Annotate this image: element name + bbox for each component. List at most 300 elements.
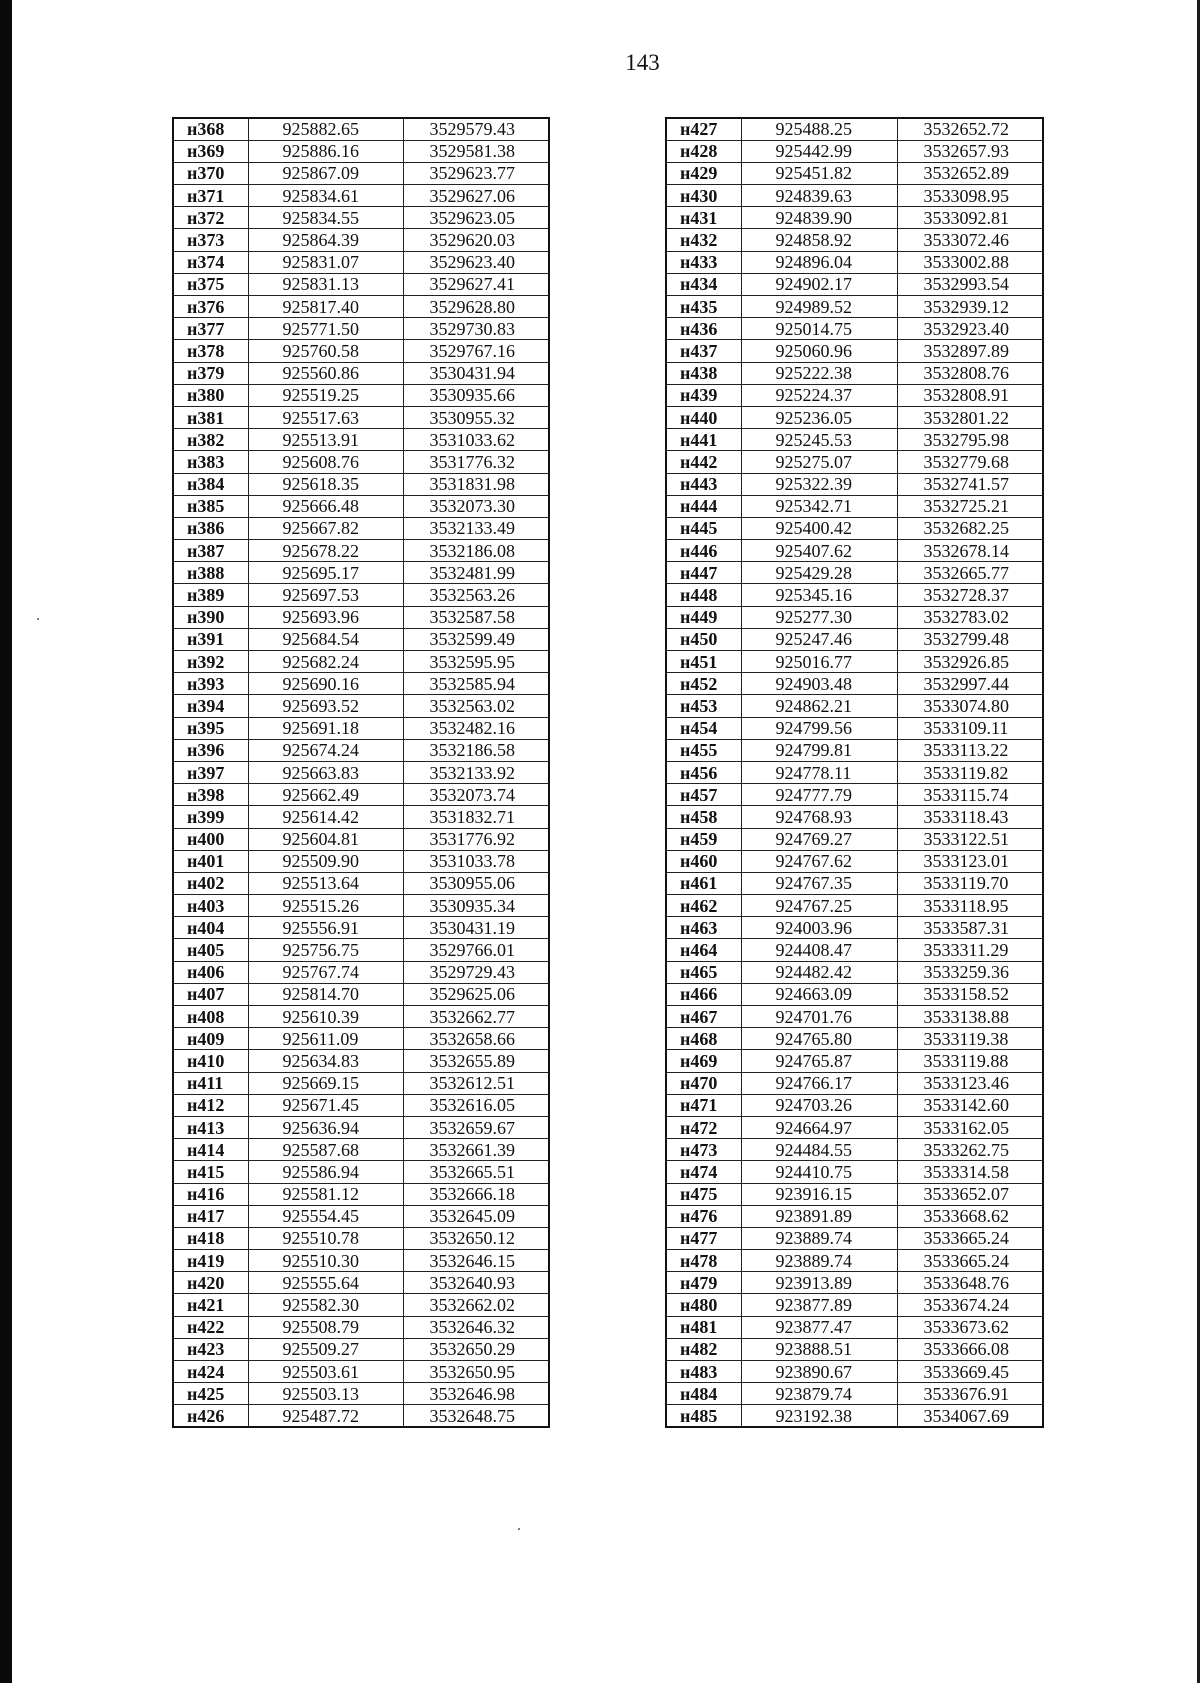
x-coordinate-cell: 925669.15 [248, 1072, 403, 1094]
table-row [666, 473, 1043, 495]
point-id-cell: н419 [173, 1250, 248, 1272]
point-id-cell: н398 [173, 784, 248, 806]
table-row [173, 229, 549, 251]
y-coordinate-cell: 3532616.05 [403, 1094, 549, 1116]
table-row [666, 1183, 1043, 1205]
table-row [173, 451, 549, 473]
y-coordinate-cell: 3530935.34 [403, 895, 549, 917]
y-coordinate-cell: 3532661.39 [403, 1139, 549, 1161]
table-row [173, 1116, 549, 1138]
y-coordinate-cell: 3533587.31 [897, 917, 1043, 939]
point-id-cell: н405 [173, 939, 248, 961]
point-id-cell: н471 [666, 1094, 741, 1116]
table-row [666, 983, 1043, 1005]
table-row [173, 1161, 549, 1183]
table-row [173, 1028, 549, 1050]
x-coordinate-cell: 925451.82 [741, 162, 897, 184]
x-coordinate-cell: 924484.55 [741, 1139, 897, 1161]
x-coordinate-cell: 925519.25 [248, 384, 403, 406]
table-row [173, 761, 549, 783]
point-id-cell: н448 [666, 584, 741, 606]
table-row [173, 140, 549, 162]
y-coordinate-cell: 3532741.57 [897, 473, 1043, 495]
point-id-cell: н377 [173, 318, 248, 340]
y-coordinate-cell: 3529628.80 [403, 296, 549, 318]
x-coordinate-cell: 924896.04 [741, 251, 897, 273]
y-coordinate-cell: 3532585.94 [403, 673, 549, 695]
point-id-cell: н451 [666, 651, 741, 673]
y-coordinate-cell: 3529766.01 [403, 939, 549, 961]
x-coordinate-cell: 925236.05 [741, 406, 897, 428]
x-coordinate-cell: 925634.83 [248, 1050, 403, 1072]
page-number: 143 [625, 50, 660, 75]
y-coordinate-cell: 3533674.24 [897, 1294, 1043, 1316]
y-coordinate-cell: 3531776.92 [403, 828, 549, 850]
x-coordinate-cell: 925662.49 [248, 784, 403, 806]
point-id-cell: н455 [666, 739, 741, 761]
x-coordinate-cell: 925756.75 [248, 939, 403, 961]
point-id-cell: н454 [666, 717, 741, 739]
y-coordinate-cell: 3532563.02 [403, 695, 549, 717]
point-id-cell: н422 [173, 1316, 248, 1338]
x-coordinate-cell: 925503.13 [248, 1383, 403, 1405]
table-row [666, 695, 1043, 717]
y-coordinate-cell: 3532650.12 [403, 1227, 549, 1249]
x-coordinate-cell: 924410.75 [741, 1161, 897, 1183]
table-row [173, 185, 549, 207]
point-id-cell: н412 [173, 1094, 248, 1116]
point-id-cell: н375 [173, 273, 248, 295]
x-coordinate-cell: 925247.46 [741, 628, 897, 650]
x-coordinate-cell: 925277.30 [741, 606, 897, 628]
point-id-cell: н461 [666, 872, 741, 894]
x-coordinate-cell: 925586.94 [248, 1161, 403, 1183]
y-coordinate-cell: 3532808.76 [897, 362, 1043, 384]
point-id-cell: н402 [173, 872, 248, 894]
y-coordinate-cell: 3533665.24 [897, 1227, 1043, 1249]
x-coordinate-cell: 925831.07 [248, 251, 403, 273]
y-coordinate-cell: 3532652.72 [897, 118, 1043, 140]
table-row [173, 1250, 549, 1272]
point-id-cell: н474 [666, 1161, 741, 1183]
x-coordinate-cell: 925771.50 [248, 318, 403, 340]
table-row [173, 251, 549, 273]
x-coordinate-cell: 925666.48 [248, 495, 403, 517]
table-row [666, 318, 1043, 340]
x-coordinate-cell: 925636.94 [248, 1116, 403, 1138]
x-coordinate-cell: 924003.96 [741, 917, 897, 939]
table-row [666, 495, 1043, 517]
x-coordinate-cell: 925245.53 [741, 429, 897, 451]
table-row [173, 1094, 549, 1116]
x-coordinate-cell: 925503.61 [248, 1361, 403, 1383]
point-id-cell: н440 [666, 406, 741, 428]
x-coordinate-cell: 925693.52 [248, 695, 403, 717]
x-coordinate-cell: 924767.35 [741, 872, 897, 894]
table-row [173, 562, 549, 584]
y-coordinate-cell: 3531033.78 [403, 850, 549, 872]
table-row [173, 495, 549, 517]
y-coordinate-cell: 3529623.40 [403, 251, 549, 273]
scan-speck [37, 618, 39, 620]
point-id-cell: н446 [666, 540, 741, 562]
y-coordinate-cell: 3532645.09 [403, 1205, 549, 1227]
table-row [666, 406, 1043, 428]
x-coordinate-cell: 925682.24 [248, 651, 403, 673]
point-id-cell: н409 [173, 1028, 248, 1050]
point-id-cell: н384 [173, 473, 248, 495]
point-id-cell: н472 [666, 1116, 741, 1138]
point-id-cell: н432 [666, 229, 741, 251]
point-id-cell: н393 [173, 673, 248, 695]
y-coordinate-cell: 3532186.58 [403, 739, 549, 761]
x-coordinate-cell: 925429.28 [741, 562, 897, 584]
point-id-cell: н403 [173, 895, 248, 917]
x-coordinate-cell: 925515.26 [248, 895, 403, 917]
y-coordinate-cell: 3533262.75 [897, 1139, 1043, 1161]
table-row [173, 517, 549, 539]
y-coordinate-cell: 3533118.43 [897, 806, 1043, 828]
point-id-cell: н436 [666, 318, 741, 340]
y-coordinate-cell: 3532640.93 [403, 1272, 549, 1294]
table-row [666, 828, 1043, 850]
point-id-cell: н484 [666, 1383, 741, 1405]
y-coordinate-cell: 3533098.95 [897, 185, 1043, 207]
point-id-cell: н465 [666, 961, 741, 983]
x-coordinate-cell: 925693.96 [248, 606, 403, 628]
table-row [666, 1072, 1043, 1094]
x-coordinate-cell: 925767.74 [248, 961, 403, 983]
point-id-cell: н460 [666, 850, 741, 872]
table-row [666, 207, 1043, 229]
x-coordinate-cell: 925488.25 [741, 118, 897, 140]
y-coordinate-cell: 3533311.29 [897, 939, 1043, 961]
y-coordinate-cell: 3532658.66 [403, 1028, 549, 1050]
y-coordinate-cell: 3529579.43 [403, 118, 549, 140]
point-id-cell: н423 [173, 1338, 248, 1360]
table-row [666, 1272, 1043, 1294]
y-coordinate-cell: 3532657.93 [897, 140, 1043, 162]
point-id-cell: н483 [666, 1361, 741, 1383]
x-coordinate-cell: 923877.89 [741, 1294, 897, 1316]
point-id-cell: н407 [173, 983, 248, 1005]
x-coordinate-cell: 925513.91 [248, 429, 403, 451]
table-row [173, 318, 549, 340]
y-coordinate-cell: 3532725.21 [897, 495, 1043, 517]
y-coordinate-cell: 3532662.77 [403, 1006, 549, 1028]
y-coordinate-cell: 3530935.66 [403, 384, 549, 406]
y-coordinate-cell: 3529623.77 [403, 162, 549, 184]
y-coordinate-cell: 3530955.32 [403, 406, 549, 428]
x-coordinate-cell: 923891.89 [741, 1205, 897, 1227]
point-id-cell: н410 [173, 1050, 248, 1072]
point-id-cell: н368 [173, 118, 248, 140]
point-id-cell: н466 [666, 983, 741, 1005]
table-row [173, 695, 549, 717]
y-coordinate-cell: 3531776.32 [403, 451, 549, 473]
point-id-cell: н462 [666, 895, 741, 917]
point-id-cell: н379 [173, 362, 248, 384]
table-row [173, 584, 549, 606]
point-id-cell: н406 [173, 961, 248, 983]
y-coordinate-cell: 3533669.45 [897, 1361, 1043, 1383]
x-coordinate-cell: 924839.63 [741, 185, 897, 207]
y-coordinate-cell: 3530955.06 [403, 872, 549, 894]
x-coordinate-cell: 925345.16 [741, 584, 897, 606]
x-coordinate-cell: 924482.42 [741, 961, 897, 983]
y-coordinate-cell: 3533676.91 [897, 1383, 1043, 1405]
x-coordinate-cell: 925614.42 [248, 806, 403, 828]
y-coordinate-cell: 3532482.16 [403, 717, 549, 739]
table-row [666, 273, 1043, 295]
y-coordinate-cell: 3532666.18 [403, 1183, 549, 1205]
point-id-cell: н443 [666, 473, 741, 495]
x-coordinate-cell: 925509.90 [248, 850, 403, 872]
y-coordinate-cell: 3531831.98 [403, 473, 549, 495]
y-coordinate-cell: 3533109.11 [897, 717, 1043, 739]
x-coordinate-cell: 925671.45 [248, 1094, 403, 1116]
x-coordinate-cell: 925342.71 [741, 495, 897, 517]
point-id-cell: н399 [173, 806, 248, 828]
table-row [666, 185, 1043, 207]
table-row [173, 362, 549, 384]
y-coordinate-cell: 3533113.22 [897, 739, 1043, 761]
y-coordinate-cell: 3533673.62 [897, 1316, 1043, 1338]
point-id-cell: н428 [666, 140, 741, 162]
y-coordinate-cell: 3532646.32 [403, 1316, 549, 1338]
x-coordinate-cell: 923890.67 [741, 1361, 897, 1383]
point-id-cell: н441 [666, 429, 741, 451]
scan-speck [518, 1528, 520, 1530]
x-coordinate-cell: 924703.26 [741, 1094, 897, 1116]
y-coordinate-cell: 3532665.51 [403, 1161, 549, 1183]
y-coordinate-cell: 3531033.62 [403, 429, 549, 451]
y-coordinate-cell: 3533002.88 [897, 251, 1043, 273]
x-coordinate-cell: 924778.11 [741, 761, 897, 783]
table-row [666, 584, 1043, 606]
y-coordinate-cell: 3532186.08 [403, 540, 549, 562]
point-id-cell: н417 [173, 1205, 248, 1227]
table-row [173, 673, 549, 695]
point-id-cell: н480 [666, 1294, 741, 1316]
y-coordinate-cell: 3533158.52 [897, 983, 1043, 1005]
table-row [666, 140, 1043, 162]
y-coordinate-cell: 3532662.02 [403, 1294, 549, 1316]
x-coordinate-cell: 925442.99 [741, 140, 897, 162]
x-coordinate-cell: 925510.30 [248, 1250, 403, 1272]
table-row [666, 251, 1043, 273]
point-id-cell: н453 [666, 695, 741, 717]
point-id-cell: н442 [666, 451, 741, 473]
y-coordinate-cell: 3532939.12 [897, 296, 1043, 318]
table-row [666, 1250, 1043, 1272]
y-coordinate-cell: 3533122.51 [897, 828, 1043, 850]
table-row [666, 540, 1043, 562]
x-coordinate-cell: 923889.74 [741, 1227, 897, 1249]
table-row [173, 606, 549, 628]
point-id-cell: н370 [173, 162, 248, 184]
x-coordinate-cell: 925611.09 [248, 1028, 403, 1050]
y-coordinate-cell: 3533259.36 [897, 961, 1043, 983]
point-id-cell: н386 [173, 517, 248, 539]
x-coordinate-cell: 925582.30 [248, 1294, 403, 1316]
x-coordinate-cell: 924903.48 [741, 673, 897, 695]
x-coordinate-cell: 923888.51 [741, 1338, 897, 1360]
y-coordinate-cell: 3532595.95 [403, 651, 549, 673]
x-coordinate-cell: 925814.70 [248, 983, 403, 1005]
point-id-cell: н459 [666, 828, 741, 850]
table-row [666, 1316, 1043, 1338]
table-row [666, 1116, 1043, 1138]
table-row [666, 1006, 1043, 1028]
x-coordinate-cell: 925554.45 [248, 1205, 403, 1227]
table-row [173, 429, 549, 451]
table-row [173, 828, 549, 850]
table-row [666, 628, 1043, 650]
y-coordinate-cell: 3533314.58 [897, 1161, 1043, 1183]
point-id-cell: н434 [666, 273, 741, 295]
x-coordinate-cell: 925667.82 [248, 517, 403, 539]
y-coordinate-cell: 3533648.76 [897, 1272, 1043, 1294]
point-id-cell: н479 [666, 1272, 741, 1294]
table-row [173, 273, 549, 295]
y-coordinate-cell: 3531832.71 [403, 806, 549, 828]
y-coordinate-cell: 3530431.94 [403, 362, 549, 384]
x-coordinate-cell: 924765.87 [741, 1050, 897, 1072]
x-coordinate-cell: 925275.07 [741, 451, 897, 473]
y-coordinate-cell: 3532650.95 [403, 1361, 549, 1383]
point-id-cell: н387 [173, 540, 248, 562]
point-id-cell: н416 [173, 1183, 248, 1205]
point-id-cell: н433 [666, 251, 741, 273]
y-coordinate-cell: 3530431.19 [403, 917, 549, 939]
table-row [173, 806, 549, 828]
table-row [173, 983, 549, 1005]
table-row [666, 1338, 1043, 1360]
table-row [173, 1205, 549, 1227]
point-id-cell: н435 [666, 296, 741, 318]
table-row [666, 451, 1043, 473]
table-row [173, 1294, 549, 1316]
x-coordinate-cell: 925060.96 [741, 340, 897, 362]
table-row [173, 1383, 549, 1405]
x-coordinate-cell: 924408.47 [741, 939, 897, 961]
x-coordinate-cell: 925510.78 [248, 1227, 403, 1249]
y-coordinate-cell: 3533119.70 [897, 872, 1043, 894]
point-id-cell: н425 [173, 1383, 248, 1405]
y-coordinate-cell: 3533123.01 [897, 850, 1043, 872]
y-coordinate-cell: 3532073.74 [403, 784, 549, 806]
x-coordinate-cell: 925886.16 [248, 140, 403, 162]
x-coordinate-cell: 925556.91 [248, 917, 403, 939]
x-coordinate-cell: 925663.83 [248, 761, 403, 783]
x-coordinate-cell: 925016.77 [741, 651, 897, 673]
y-coordinate-cell: 3532612.51 [403, 1072, 549, 1094]
y-coordinate-cell: 3532783.02 [897, 606, 1043, 628]
x-coordinate-cell: 924799.56 [741, 717, 897, 739]
x-coordinate-cell: 925684.54 [248, 628, 403, 650]
table-row [173, 850, 549, 872]
x-coordinate-cell: 924777.79 [741, 784, 897, 806]
x-coordinate-cell: 924989.52 [741, 296, 897, 318]
table-row [173, 917, 549, 939]
point-id-cell: н369 [173, 140, 248, 162]
y-coordinate-cell: 3532808.91 [897, 384, 1043, 406]
table-row [666, 1139, 1043, 1161]
point-id-cell: н477 [666, 1227, 741, 1249]
y-coordinate-cell: 3533118.95 [897, 895, 1043, 917]
point-id-cell: н396 [173, 739, 248, 761]
point-id-cell: н438 [666, 362, 741, 384]
point-id-cell: н408 [173, 1006, 248, 1028]
table-row [666, 429, 1043, 451]
table-row [666, 362, 1043, 384]
table-row [173, 1338, 549, 1360]
x-coordinate-cell: 925224.37 [741, 384, 897, 406]
point-id-cell: н426 [173, 1405, 248, 1427]
y-coordinate-cell: 3529627.41 [403, 273, 549, 295]
x-coordinate-cell: 925487.72 [248, 1405, 403, 1427]
y-coordinate-cell: 3529627.06 [403, 185, 549, 207]
table-row [666, 384, 1043, 406]
table-row [173, 296, 549, 318]
x-coordinate-cell: 924862.21 [741, 695, 897, 717]
point-id-cell: н390 [173, 606, 248, 628]
table-row [173, 406, 549, 428]
y-coordinate-cell: 3532652.89 [897, 162, 1043, 184]
point-id-cell: н481 [666, 1316, 741, 1338]
point-id-cell: н476 [666, 1205, 741, 1227]
table-row [666, 606, 1043, 628]
point-id-cell: н418 [173, 1227, 248, 1249]
table-row [666, 1028, 1043, 1050]
y-coordinate-cell: 3532650.29 [403, 1338, 549, 1360]
y-coordinate-cell: 3533072.46 [897, 229, 1043, 251]
table-row [666, 784, 1043, 806]
point-id-cell: н478 [666, 1250, 741, 1272]
table-row [173, 1006, 549, 1028]
point-id-cell: н373 [173, 229, 248, 251]
y-coordinate-cell: 3529625.06 [403, 983, 549, 1005]
y-coordinate-cell: 3532795.98 [897, 429, 1043, 451]
x-coordinate-cell: 925695.17 [248, 562, 403, 584]
x-coordinate-cell: 925604.81 [248, 828, 403, 850]
y-coordinate-cell: 3529729.43 [403, 961, 549, 983]
y-coordinate-cell: 3532073.30 [403, 495, 549, 517]
table-row [666, 1205, 1043, 1227]
x-coordinate-cell: 925555.64 [248, 1272, 403, 1294]
table-row [173, 473, 549, 495]
x-coordinate-cell: 925678.22 [248, 540, 403, 562]
x-coordinate-cell: 925513.64 [248, 872, 403, 894]
x-coordinate-cell: 925618.35 [248, 473, 403, 495]
table-row [173, 628, 549, 650]
point-id-cell: н397 [173, 761, 248, 783]
point-id-cell: н411 [173, 1072, 248, 1094]
point-id-cell: н475 [666, 1183, 741, 1205]
point-id-cell: н371 [173, 185, 248, 207]
x-coordinate-cell: 923879.74 [741, 1383, 897, 1405]
point-id-cell: н447 [666, 562, 741, 584]
table-row [173, 540, 549, 562]
x-coordinate-cell: 925322.39 [741, 473, 897, 495]
y-coordinate-cell: 3532587.58 [403, 606, 549, 628]
point-id-cell: н467 [666, 1006, 741, 1028]
y-coordinate-cell: 3529581.38 [403, 140, 549, 162]
x-coordinate-cell: 925834.55 [248, 207, 403, 229]
point-id-cell: н392 [173, 651, 248, 673]
x-coordinate-cell: 925690.16 [248, 673, 403, 695]
